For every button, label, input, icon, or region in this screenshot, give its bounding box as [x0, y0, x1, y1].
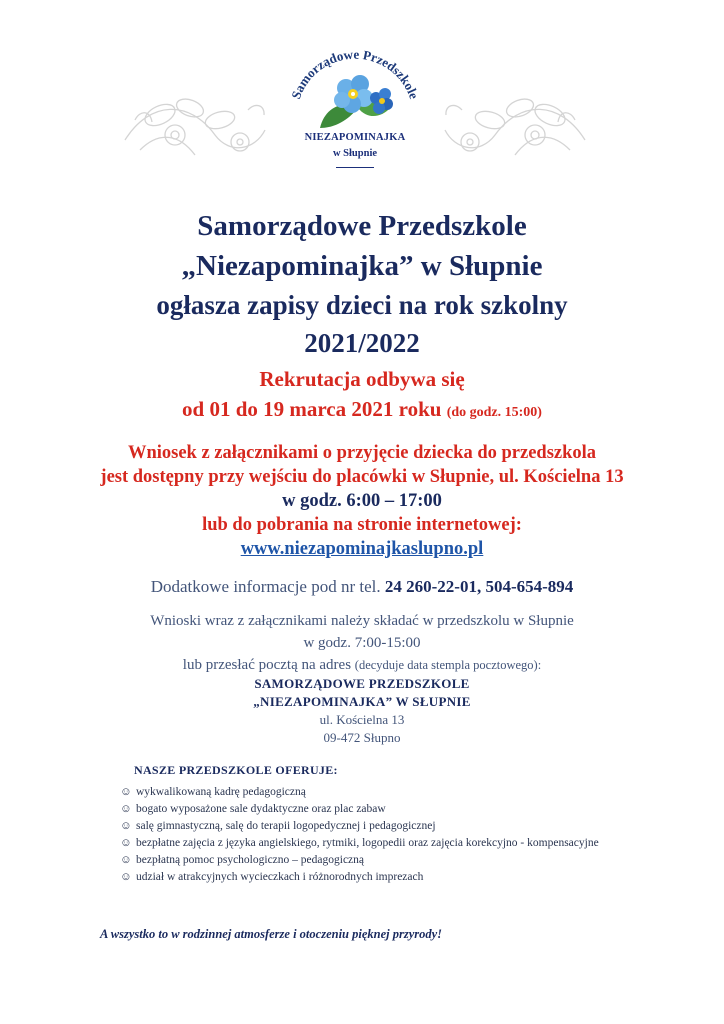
logo-city: w Słupnie [332, 148, 378, 159]
list-item: ☺ bogato wyposażone sale dydaktyczne oraz plac zabaw [120, 801, 610, 818]
heading-line-4: 2021/2022 [304, 328, 420, 358]
floral-ornament-left-icon [120, 80, 270, 170]
application-line-2: jest dostępny przy wejściu do placówki w Słupnie, ul. Kościelna 13 [100, 467, 624, 487]
offer-list [120, 784, 610, 886]
recruitment-dates [0, 396, 724, 426]
recruitment-line-2: od 01 do 19 marca 2021 roku [182, 397, 442, 421]
contact-label: Dodatkowe informacje pod nr tel. [150, 577, 381, 596]
smiley-icon: ☺ [120, 854, 132, 866]
address-line-1: SAMORZĄDOWE PRZEDSZKOLE [254, 676, 470, 691]
list-item: ☺ bezpłatne zajęcia z języka angielskiego, rytmiki, logopedii oraz zajęcia korekcyjno - kompensacyjne [120, 835, 610, 852]
heading-line-3: ogłasza zapisy dzieci na rok szkolny [156, 290, 568, 320]
recruitment-hour-note: (do godz. 15:00) [446, 405, 542, 420]
smiley-icon: ☺ [120, 820, 132, 832]
list-item: ☺ wykwalikowaną kadrę pedagogiczną [120, 784, 610, 801]
address-postcode: 09-472 Słupno [323, 730, 401, 745]
contact-info [0, 577, 724, 597]
smiley-icon: ☺ [120, 871, 132, 883]
submission-post [0, 656, 724, 675]
submission-line-3: lub przesłać pocztą na adres [182, 657, 352, 673]
submission-hours: w godz. 7:00-15:00 [303, 635, 421, 651]
submission-postmark-note: (decyduje data stempla pocztowego): [354, 658, 542, 672]
address-street: ul. Kościelna 13 [319, 712, 405, 727]
submission-line-1: Wnioski wraz z załącznikami należy składać w przedszkolu w Słupnie [150, 613, 574, 629]
preschool-logo [280, 28, 430, 188]
smiley-icon: ☺ [120, 803, 132, 815]
list-item: ☺ udział w atrakcyjnych wycieczkach i różnorodnych imprezach [120, 869, 610, 886]
smiley-icon: ☺ [120, 786, 132, 798]
website-link[interactable]: www.niezapominajkaslupno.pl [240, 539, 484, 559]
application-line-4: lub do pobrania na stronie internetowej: [202, 515, 522, 535]
heading-line-2: „Niezapominajka” w Słupnie [181, 250, 543, 282]
closing-statement: A wszystko to w rodzinnej atmosferze i otoczeniu pięknej przyrody! [100, 927, 443, 941]
application-line-1: Wniosek z załącznikami o przyjęcie dziecka do przedszkola [127, 443, 597, 463]
logo-underline [336, 167, 374, 168]
logo-header [120, 28, 590, 198]
logo-arc-text: Samorządowe Przedszkole [288, 46, 422, 101]
offer-title: NASZE PRZEDSZKOLE OFERUJE: [134, 763, 338, 777]
logo-name: NIEZAPOMINAJKA [304, 132, 406, 143]
list-item: ☺ salę gimnastyczną, salę do terapii logopedycznej i pedagogicznej [120, 818, 610, 835]
application-hours: w godz. 6:00 – 17:00 [282, 491, 442, 511]
heading-line-1: Samorządowe Przedszkole [197, 210, 527, 242]
recruitment-line-1: Rekrutacja odbywa się [259, 367, 465, 391]
address-line-2: „NIEZAPOMINAJKA” W SŁUPNIE [253, 694, 471, 709]
list-item: ☺ bezpłatną pomoc psychologiczno – pedagogiczną [120, 852, 610, 869]
contact-phones: 24 260-22-01, 504-654-894 [384, 577, 574, 596]
smiley-icon: ☺ [120, 837, 132, 849]
floral-ornament-right-icon [440, 80, 590, 170]
